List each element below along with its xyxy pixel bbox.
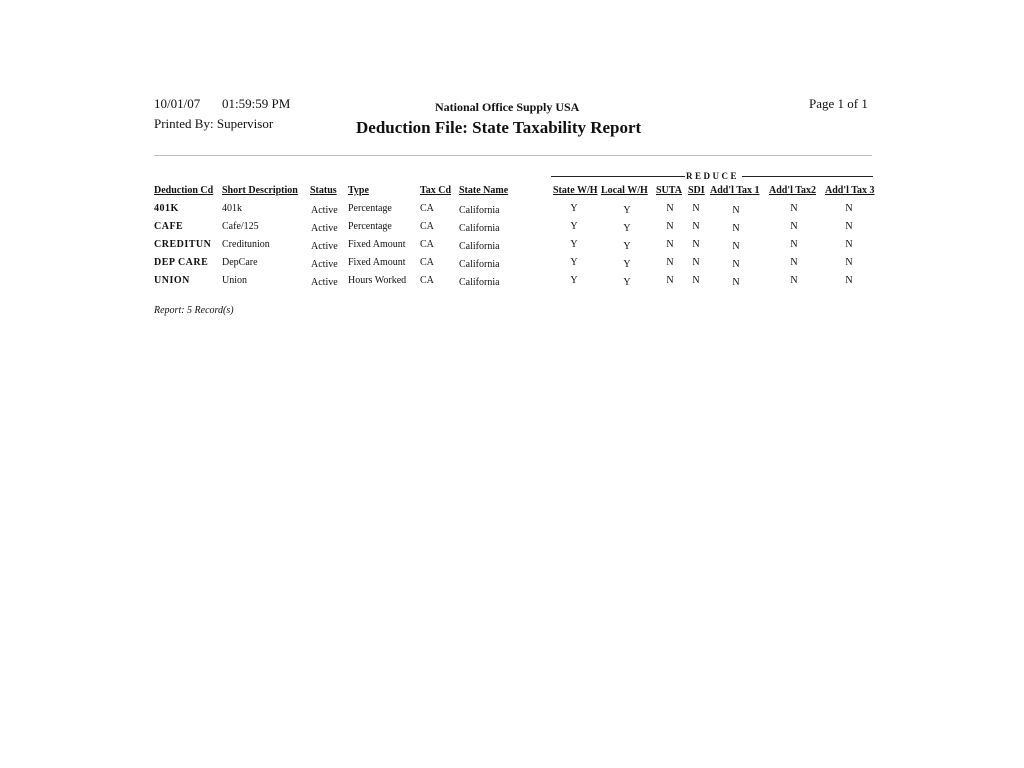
report-date: 10/01/07 xyxy=(154,96,201,111)
cell-sdi: N xyxy=(692,239,700,250)
cell-addl-tax2: N xyxy=(790,275,798,286)
cell-addl-tax1: N xyxy=(732,223,740,234)
cell-deduction-cd: UNION xyxy=(154,275,190,286)
cell-tax-cd: CA xyxy=(420,257,434,268)
cell-state-name: California xyxy=(459,241,500,252)
col-header-addl-tax3: Add'l Tax 3 xyxy=(825,185,875,196)
cell-deduction-cd: 401K xyxy=(154,203,179,214)
cell-tax-cd: CA xyxy=(420,275,434,286)
cell-local-wh: Y xyxy=(623,205,631,216)
col-header-local-wh: Local W/H xyxy=(601,185,648,196)
cell-status: Active xyxy=(311,277,338,288)
cell-status: Active xyxy=(311,205,338,216)
col-header-deduction-cd: Deduction Cd xyxy=(154,185,214,196)
cell-addl-tax3: N xyxy=(845,239,853,250)
cell-state-wh: Y xyxy=(570,239,578,250)
cell-short-description: Creditunion xyxy=(222,239,270,250)
cell-type: Percentage xyxy=(348,203,392,214)
cell-type: Fixed Amount xyxy=(348,239,406,250)
cell-state-name: California xyxy=(459,277,500,288)
group-line-right xyxy=(742,176,873,177)
cell-status: Active xyxy=(311,259,338,270)
cell-state-wh: Y xyxy=(570,203,578,214)
cell-suta: N xyxy=(666,275,674,286)
company-name: National Office Supply USA xyxy=(435,100,580,114)
cell-state-wh: Y xyxy=(570,257,578,268)
cell-addl-tax3: N xyxy=(845,221,853,232)
printed-by: Printed By: Supervisor xyxy=(154,116,274,131)
cell-addl-tax1: N xyxy=(732,241,740,252)
cell-local-wh: Y xyxy=(623,259,631,270)
cell-suta: N xyxy=(666,257,674,268)
col-header-sdi: SDI xyxy=(688,185,705,196)
cell-deduction-cd: CAFE xyxy=(154,221,184,232)
cell-state-name: California xyxy=(459,223,500,234)
cell-short-description: Cafe/125 xyxy=(222,221,259,232)
page-number: Page 1 of 1 xyxy=(809,96,868,111)
cell-suta: N xyxy=(666,203,674,214)
cell-deduction-cd: DEP CARE xyxy=(154,257,209,268)
cell-tax-cd: CA xyxy=(420,239,434,250)
cell-deduction-cd: CREDITUN xyxy=(154,239,212,250)
col-header-suta: SUTA xyxy=(656,185,682,196)
col-header-state-wh: State W/H xyxy=(553,185,598,196)
col-header-type: Type xyxy=(348,185,369,196)
col-header-addl-tax2: Add'l Tax2 xyxy=(769,185,816,196)
cell-suta: N xyxy=(666,239,674,250)
cell-addl-tax2: N xyxy=(790,239,798,250)
col-header-tax-cd: Tax Cd xyxy=(420,185,452,196)
cell-addl-tax3: N xyxy=(845,203,853,214)
cell-status: Active xyxy=(311,241,338,252)
cell-addl-tax2: N xyxy=(790,203,798,214)
cell-sdi: N xyxy=(692,257,700,268)
cell-state-wh: Y xyxy=(570,221,578,232)
cell-sdi: N xyxy=(692,275,700,286)
cell-addl-tax1: N xyxy=(732,259,740,270)
record-count: Report: 5 Record(s) xyxy=(154,305,234,316)
cell-short-description: Union xyxy=(222,275,247,286)
cell-addl-tax3: N xyxy=(845,257,853,268)
cell-short-description: DepCare xyxy=(222,257,258,268)
group-label: REDUCE xyxy=(686,171,740,181)
group-line-left xyxy=(551,176,685,177)
cell-type: Fixed Amount xyxy=(348,257,406,268)
cell-tax-cd: CA xyxy=(420,203,434,214)
cell-addl-tax2: N xyxy=(790,257,798,268)
cell-state-name: California xyxy=(459,259,500,270)
cell-addl-tax1: N xyxy=(732,277,740,288)
cell-addl-tax3: N xyxy=(845,275,853,286)
cell-local-wh: Y xyxy=(623,277,631,288)
cell-local-wh: Y xyxy=(623,223,631,234)
cell-local-wh: Y xyxy=(623,241,631,252)
cell-type: Hours Worked xyxy=(348,275,407,286)
cell-sdi: N xyxy=(692,221,700,232)
report-title: Deduction File: State Taxability Report xyxy=(356,118,642,137)
col-header-state-name: State Name xyxy=(459,185,509,196)
cell-tax-cd: CA xyxy=(420,221,434,232)
col-header-short-description: Short Description xyxy=(222,185,298,196)
cell-type: Percentage xyxy=(348,221,392,232)
cell-sdi: N xyxy=(692,203,700,214)
header-divider xyxy=(154,155,872,156)
cell-suta: N xyxy=(666,221,674,232)
cell-state-wh: Y xyxy=(570,275,578,286)
cell-status: Active xyxy=(311,223,338,234)
cell-state-name: California xyxy=(459,205,500,216)
cell-addl-tax1: N xyxy=(732,205,740,216)
col-header-status: Status xyxy=(310,185,337,196)
col-header-addl-tax1: Add'l Tax 1 xyxy=(710,185,760,196)
report-time: 01:59:59 PM xyxy=(222,96,291,111)
cell-addl-tax2: N xyxy=(790,221,798,232)
cell-short-description: 401k xyxy=(222,203,242,214)
